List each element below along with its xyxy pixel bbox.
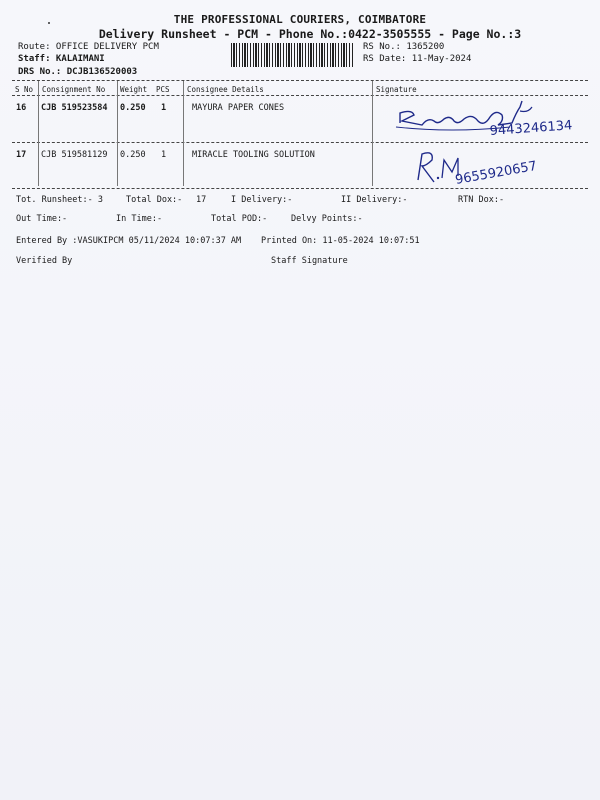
col-header-sno: S No — [15, 85, 34, 94]
route-label: Route: OFFICE DELIVERY PCM — [18, 42, 159, 52]
drs-label: DRS No.: DCJB136520003 — [18, 67, 138, 77]
runsheet-title: Delivery Runsheet - PCM - Phone No.:0422-3505555 - Page No.:3 — [98, 27, 522, 41]
entered-by: Entered By :VASUKIPCM 05/11/2024 10:07:37 AM — [16, 236, 242, 246]
col-header-consignment: Consignment No — [42, 85, 106, 94]
handwritten-phone-row17: 9655920657 — [454, 158, 539, 188]
col-header-weight: Weight — [120, 85, 148, 94]
delvy-points: Delvy Points:- — [291, 214, 363, 224]
row-consignee: MAYURA PAPER CONES — [192, 103, 285, 113]
row-consignment: CJB 519581129 — [41, 150, 108, 160]
col-header-consignee: Consignee Details — [187, 85, 264, 94]
row-consignment: CJB 519523584 — [41, 103, 108, 113]
out-time: Out Time:- — [16, 214, 68, 224]
col-divider — [38, 81, 39, 186]
total-dox-label: Total Dox:- — [126, 195, 183, 205]
row-weight: 0.250 — [120, 103, 146, 113]
rtn-dox: RTN Dox:- — [458, 195, 505, 205]
row-consignee: MIRACLE TOOLING SOLUTION — [192, 150, 315, 160]
tot-runsheet: Tot. Runsheet:- 3 — [16, 195, 103, 205]
col-divider — [117, 81, 118, 186]
company-title: THE PROFESSIONAL COURIERS, COIMBATORE — [173, 13, 427, 26]
rs-date: RS Date: 11-May-2024 — [363, 54, 472, 64]
row-sno: 16 — [16, 103, 27, 113]
barcode — [231, 43, 353, 67]
rs-number: RS No.: 1365200 — [363, 42, 445, 52]
total-dox-value: 17 — [196, 195, 207, 205]
col-divider — [183, 81, 184, 186]
row-pcs: 1 — [161, 150, 167, 160]
table-top-rule — [12, 80, 588, 81]
handwritten-signature-row17 — [412, 144, 562, 188]
in-time: In Time:- — [116, 214, 163, 224]
row-pcs: 1 — [161, 103, 167, 113]
handwritten-phone-row16: 9443246134 — [489, 118, 573, 139]
staff-signature: Staff Signature — [271, 256, 348, 266]
verified-by: Verified By — [16, 256, 73, 266]
i-delivery: I Delivery:- — [231, 195, 293, 205]
row-divider — [12, 142, 588, 143]
col-header-pcs: PCS — [156, 85, 170, 94]
table-header-rule — [12, 95, 588, 96]
row-sno: 17 — [16, 150, 27, 160]
staff-label: Staff: KALAIMANI — [18, 54, 105, 64]
handwritten-signature-row16 — [392, 99, 582, 141]
ii-delivery: II Delivery:- — [341, 195, 408, 205]
col-header-signature: Signature — [376, 85, 417, 94]
row-weight: 0.250 — [120, 150, 146, 160]
printed-on: Printed On: 11-05-2024 10:07:51 — [261, 236, 420, 246]
table-bottom-rule — [12, 188, 588, 189]
total-pod: Total POD:- — [211, 214, 268, 224]
col-divider — [372, 81, 373, 186]
